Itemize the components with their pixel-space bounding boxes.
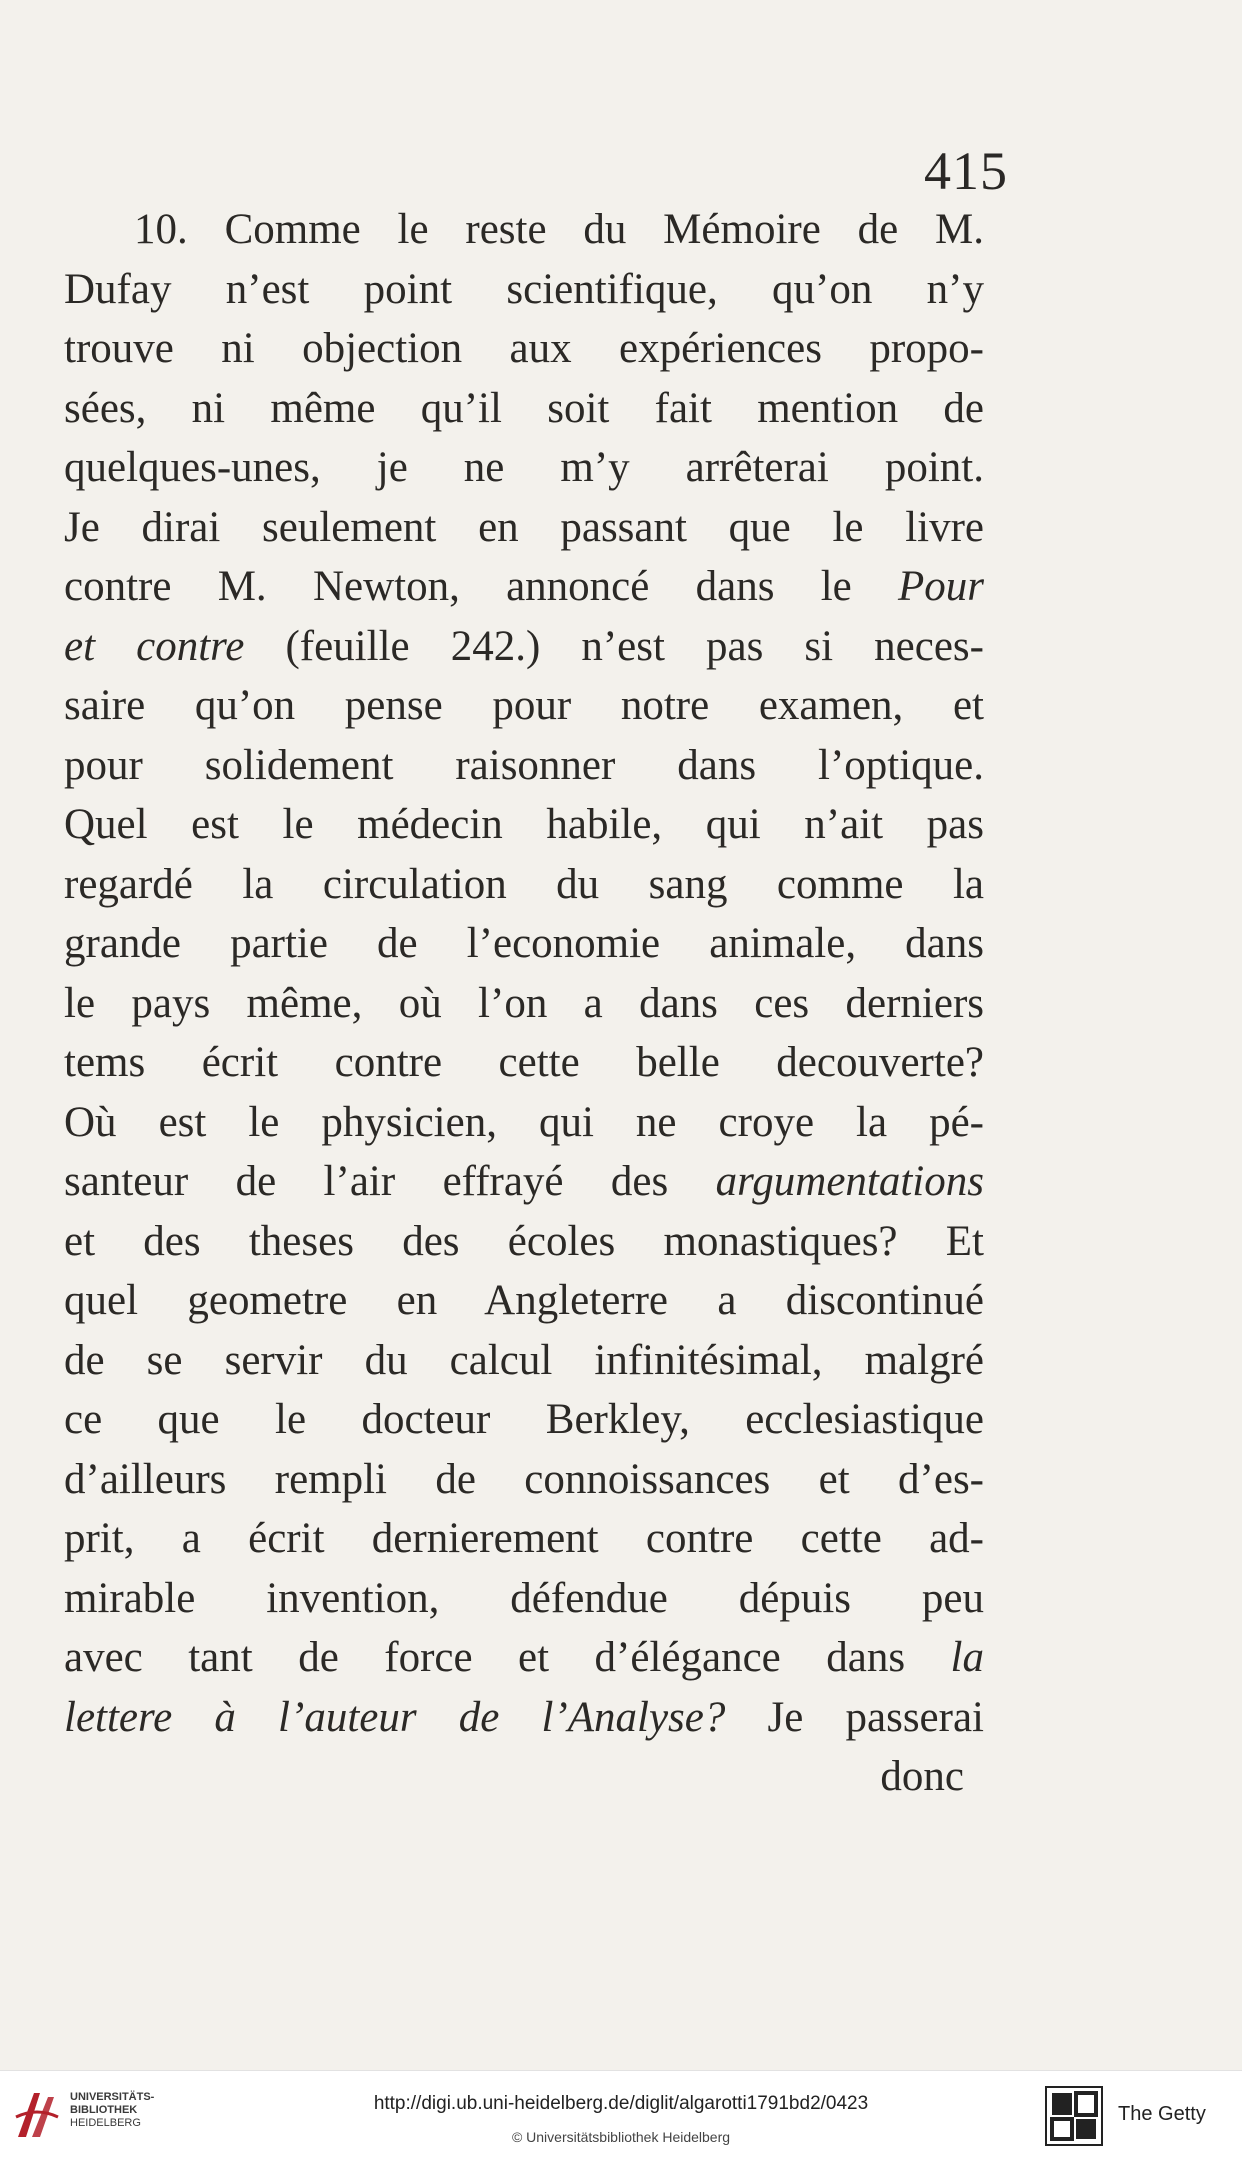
text-line-15: tems écrit contre cette belle decouverte?: [64, 1039, 984, 1086]
text-line-10: pour solidement raisonner dans l’optique.: [64, 741, 984, 789]
text-line-13: grande partie de l’economie animale, dans: [64, 920, 984, 967]
text-line-3: trouve ni objection aux expériences propo-: [64, 325, 984, 372]
text-line-5: quelques-unes, je ne m’y arrêterai point.: [64, 444, 984, 491]
text-line-6: Je dirai seulement en passant que le livre: [64, 503, 984, 551]
page-body-text: [64, 200, 984, 1807]
italic-text: lettere à l’auteur de l’Analyse?: [64, 1693, 726, 1741]
library-name-line-3: HEIDELBERG: [70, 2117, 141, 2129]
text-line-19: quel geometre en Angleterre a discontinué: [64, 1277, 984, 1324]
text-line-16: Où est le physicien, qui ne croye la pé-: [64, 1098, 984, 1146]
text-line-12: regardé la circulation du sang comme la: [64, 860, 984, 908]
text-line-24: mirable invention, défendue dépuis peu: [64, 1574, 984, 1622]
italic-text: Pour: [898, 563, 984, 610]
viewer-footer: [0, 2070, 1242, 2159]
text-line-1: 10. Comme le reste du Mémoire de M.: [134, 206, 984, 253]
text-line-20: de se servir du calcul infinitésimal, malgré: [64, 1336, 984, 1384]
text-line-25: avec tant de force et d’élégance dans la: [64, 1634, 984, 1681]
text-line-14: le pays même, où l’on a dans ces derniers: [64, 979, 984, 1027]
italic-text: argumentations: [715, 1158, 984, 1205]
library-name-line-1: UNIVERSITÄTS-: [70, 2091, 155, 2103]
catchword: donc: [880, 1753, 964, 1800]
text-line-18: et des theses des écoles monastiques? Et: [64, 1217, 984, 1265]
text-line-7: contre M. Newton, annoncé dans le Pour: [64, 563, 984, 610]
text-line-9: saire qu’on pense pour notre examen, et: [64, 682, 984, 729]
text-line-23: prit, a écrit dernierement contre cette ad-: [64, 1515, 984, 1562]
library-name-line-2: BIBLIOTHEK: [70, 2104, 138, 2116]
text-line-2: Dufay n’est point scientifique, qu’on n’y: [64, 265, 984, 313]
permalink-url[interactable]: http://digi.ub.uni-heidelberg.de/diglit/algarotti1791bd2/0423: [373, 2093, 869, 2114]
italic-text: la: [950, 1634, 984, 1681]
italic-text: et contre: [64, 622, 245, 670]
text-line-17: santeur de l’air effrayé des argumentations: [64, 1158, 984, 1205]
page-number: 415: [924, 141, 1008, 201]
partner-name: The Getty: [1118, 2103, 1206, 2125]
copyright-notice: © Universitätsbibliothek Heidelberg: [511, 2129, 731, 2145]
text-line-21: ce que le docteur Berkley, ecclesiastique: [64, 1396, 984, 1443]
text-line-26: lettere à l’auteur de l’Analyse? Je passerai: [64, 1693, 984, 1741]
text-line-4: sées, ni même qu’il soit fait mention de: [64, 384, 984, 432]
text-line-11: Quel est le médecin habile, qui n’ait pas: [64, 801, 984, 848]
text-line-8: et contre (feuille 242.) n’est pas si neces-: [64, 622, 984, 670]
text-line-22: d’ailleurs rempli de connoissances et d’es-: [64, 1455, 984, 1503]
getty-logo-icon: [1044, 2085, 1104, 2147]
